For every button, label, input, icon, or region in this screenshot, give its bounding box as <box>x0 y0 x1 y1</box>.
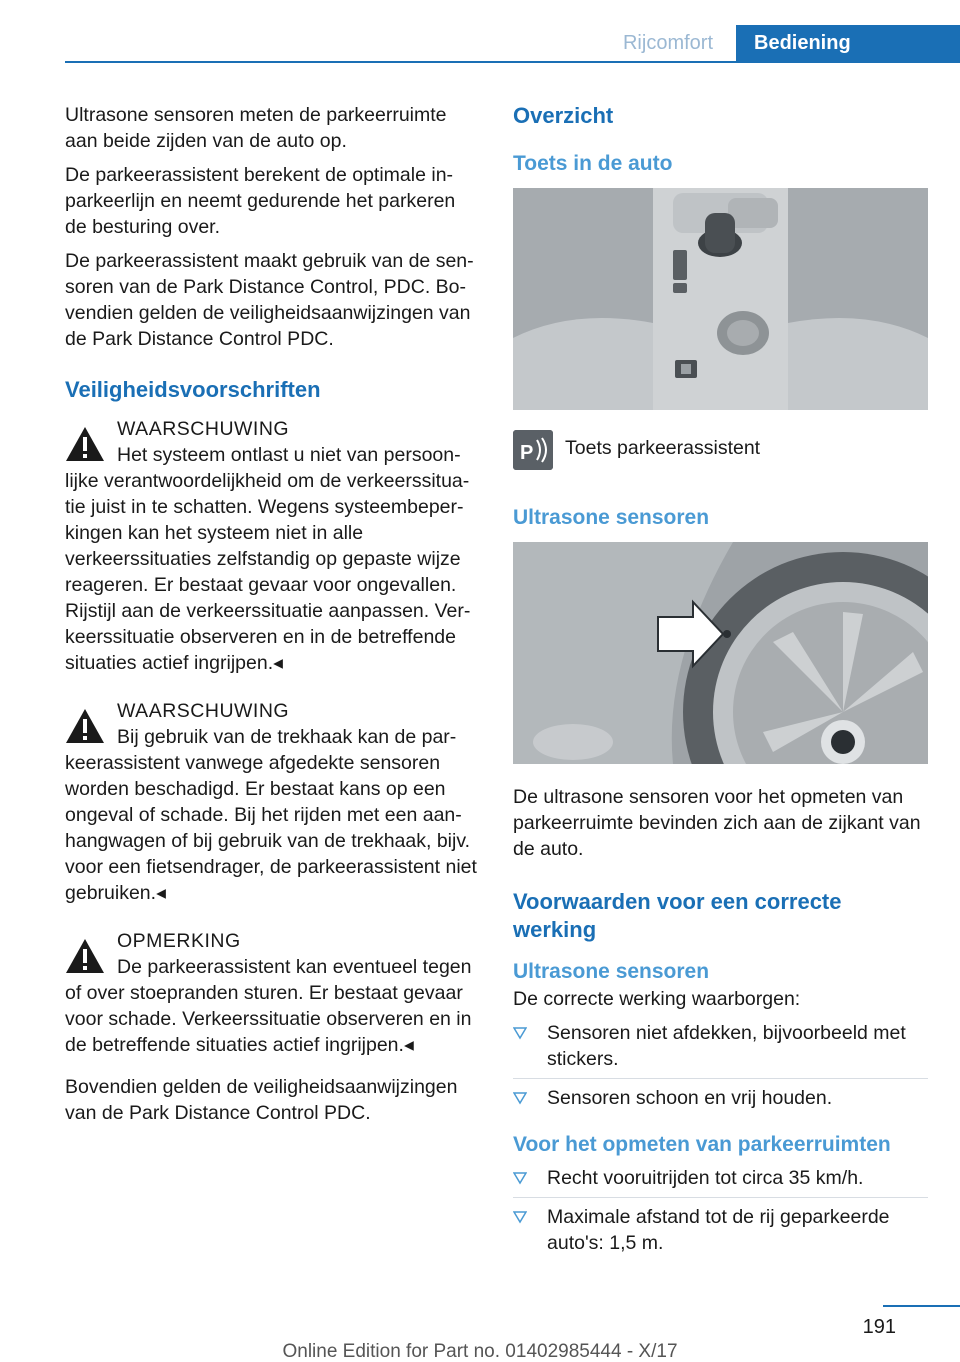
measure-heading: Voor het opmeten van parkeerruimten <box>513 1133 891 1156</box>
notice-text-rest: of over stoepranden sturen. Er bestaat gevaar voor schade. Verkeerssituatie observeren en in de betreffende situaties actief ingrijpen.◂ <box>65 982 472 1056</box>
warning-block-2 <box>65 698 480 906</box>
button-heading: Toets in de auto <box>513 152 673 175</box>
svg-text:P: P <box>520 442 534 464</box>
bullet-triangle-icon <box>513 1210 527 1224</box>
bullet-triangle-icon <box>513 1171 527 1185</box>
warning-block-1 <box>65 416 480 676</box>
list-item <box>513 1085 928 1117</box>
warning-title: WAARSCHUWING <box>117 418 290 440</box>
warning-triangle-icon <box>65 708 105 744</box>
header-rule <box>65 61 960 63</box>
cond-sensors-heading: Ultrasone sensoren <box>513 960 710 983</box>
closing-paragraph: Bovendien gelden de veiligheidsaanwijzingen van de Park Distance Control PDC. <box>65 1076 458 1124</box>
sensor-location-photo <box>513 542 928 764</box>
safety-heading: Veiligheidsvoorschriften <box>65 377 321 402</box>
measure-list <box>513 1165 928 1262</box>
intro-paragraph-3: De parkeerassistent maakt gebruik van de sen-soren van de Park Distance Control, PDC. Bo-vendien gelden de veiligheidsaanwijzingen van de Park Distance Control PDC. <box>65 250 474 350</box>
list-item-text: Maximale afstand tot de rij geparkeerde auto's: 1,5 m. <box>547 1206 890 1254</box>
intro-paragraph-2: De parkeerassistent berekent de optimale in-parkeerlijn en neemt gedurende het parkeren de besturing over. <box>65 164 456 238</box>
cond-sensors-list <box>513 1020 928 1117</box>
list-item <box>513 1204 928 1262</box>
list-item <box>513 1020 928 1079</box>
warning-title: WAARSCHUWING <box>117 700 290 722</box>
notice-triangle-icon <box>65 938 105 974</box>
left-column <box>65 102 480 1134</box>
sensors-description: De ultrasone sensoren voor het opmeten van parkeerruimte bevinden zich aan de zijkant van de auto. <box>513 786 921 860</box>
warning-triangle-icon <box>65 426 105 462</box>
key-legend <box>513 430 928 470</box>
notice-title: OPMERKING <box>117 930 241 952</box>
list-item-text: Recht vooruitrijden tot circa 35 km/h. <box>547 1167 864 1189</box>
header-chapter-tab: Bediening <box>736 25 960 61</box>
right-column <box>513 102 928 1276</box>
conditions-heading: Voorwaarden voor een correcte werking <box>513 889 842 942</box>
bullet-triangle-icon <box>513 1091 527 1105</box>
header-section-tab: Rijcomfort <box>622 32 713 54</box>
cond-sensors-intro: De correcte werking waarborgen: <box>513 988 801 1010</box>
bullet-triangle-icon <box>513 1026 527 1040</box>
footer-note: Online Edition for Part no. 01402985444 - X/17 <box>282 1341 678 1362</box>
warning-text-first: Bij gebruik van de trekhaak kan de par- <box>117 726 457 748</box>
warning-text-first: Het systeem ontlast u niet van persoon- <box>117 444 461 466</box>
overview-heading: Overzicht <box>513 103 614 128</box>
page-number: 191 <box>862 1316 896 1338</box>
footer-rule <box>883 1305 960 1307</box>
warning-text-rest: lijke verantwoordelijkheid om de verkeerssitua-tie juist in te schatten. Wegens systeembeper-kingen kan het systeem niet in alle verkeerssituaties zelfstandig op gepaste wijze reageren. Er bestaat gevaar voor ongevallen. Rijstijl aan de verkeerssituatie aanpassen. Ver-keerssituatie observeren en in de betreffende situaties actief ingrijpen.◂ <box>65 470 471 674</box>
notice-text-first: De parkeerassistent kan eventueel tegen <box>117 956 472 978</box>
list-item-text: Sensoren schoon en vrij houden. <box>547 1087 833 1109</box>
sensors-heading: Ultrasone sensoren <box>513 506 710 529</box>
parking-assist-button-icon <box>513 430 553 470</box>
notice-block <box>65 928 480 1058</box>
list-item <box>513 1165 928 1198</box>
key-label: Toets parkeerassistent <box>565 437 761 459</box>
center-console-photo <box>513 188 928 410</box>
intro-paragraph-1: Ultrasone sensoren meten de parkeerruimte aan beide zijden van de auto op. <box>65 104 447 152</box>
list-item-text: Sensoren niet afdekken, bijvoorbeeld met stickers. <box>547 1022 906 1070</box>
warning-text-rest: keerassistent vanwege afgedekte sensoren worden beschadigd. Er bestaat kans op een ongeval of schade. Bij het rijden met een aan-hangwagen of bij gebruik van de trekhaak, bijv. voor een fietsendrager, de parkeerassistent niet gebruiken.◂ <box>65 752 477 904</box>
